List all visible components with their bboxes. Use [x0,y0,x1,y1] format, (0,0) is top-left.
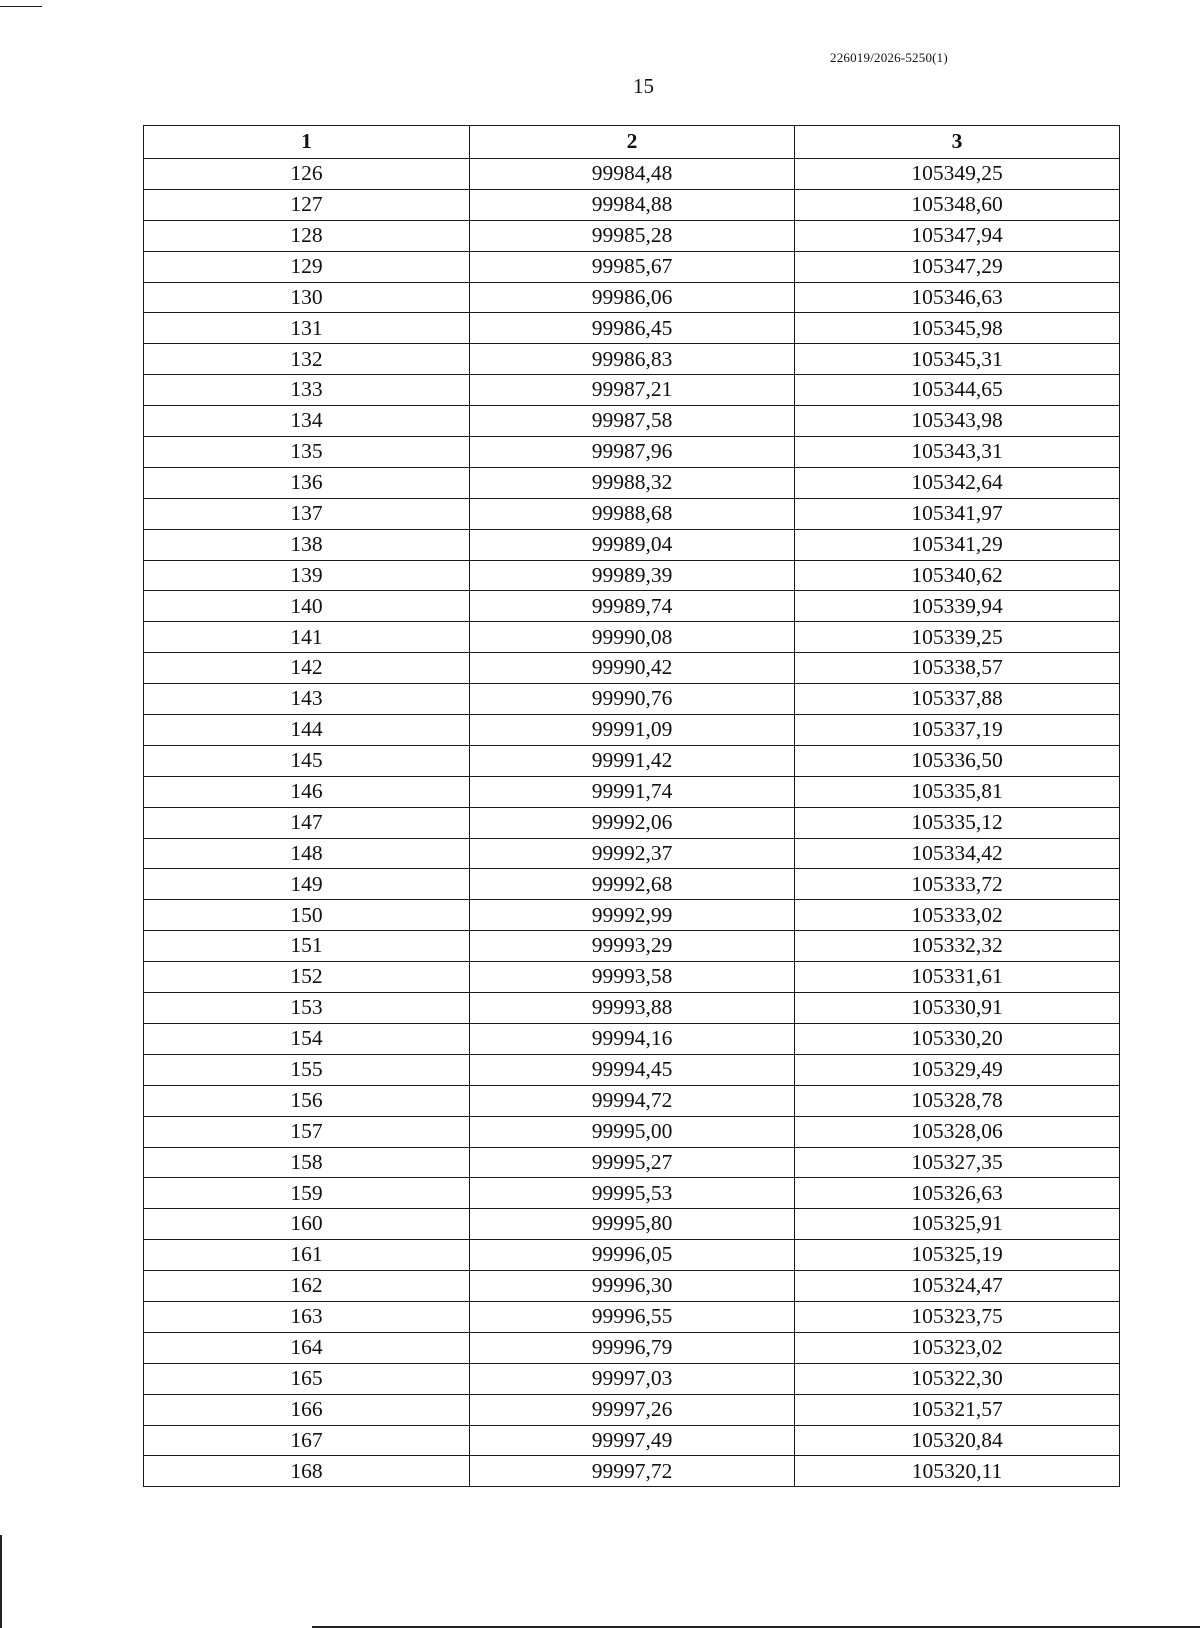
x-coordinate-cell: 99989,04 [470,529,795,560]
x-coordinate-cell: 99995,53 [470,1178,795,1209]
x-coordinate-cell: 99993,29 [470,931,795,962]
x-coordinate-cell: 99991,74 [470,776,795,807]
x-coordinate-cell: 99996,55 [470,1301,795,1332]
y-coordinate-cell: 105335,12 [795,807,1120,838]
column-header-3: 3 [795,126,1120,159]
y-coordinate-cell: 105339,94 [795,591,1120,622]
y-coordinate-cell: 105349,25 [795,159,1120,190]
y-coordinate-cell: 105341,97 [795,498,1120,529]
table-row [144,1085,1120,1116]
x-coordinate-cell: 99987,21 [470,375,795,406]
x-coordinate-cell: 99995,27 [470,1147,795,1178]
column-header-1: 1 [144,126,470,159]
point-number-cell: 126 [144,159,470,190]
y-coordinate-cell: 105323,75 [795,1301,1120,1332]
point-number-cell: 160 [144,1209,470,1240]
point-number-cell: 150 [144,900,470,931]
table-header [144,126,1120,159]
point-number-cell: 130 [144,282,470,313]
point-number-cell: 149 [144,869,470,900]
x-coordinate-cell: 99995,80 [470,1209,795,1240]
point-number-cell: 156 [144,1085,470,1116]
x-coordinate-cell: 99995,00 [470,1116,795,1147]
table-row [144,1394,1120,1425]
point-number-cell: 147 [144,807,470,838]
y-coordinate-cell: 105342,64 [795,467,1120,498]
x-coordinate-cell: 99991,42 [470,745,795,776]
coordinates-table [143,125,1120,1487]
x-coordinate-cell: 99987,58 [470,406,795,437]
table-row [144,1301,1120,1332]
point-number-cell: 153 [144,993,470,1024]
x-coordinate-cell: 99994,72 [470,1085,795,1116]
x-coordinate-cell: 99989,39 [470,560,795,591]
y-coordinate-cell: 105337,19 [795,715,1120,746]
y-coordinate-cell: 105320,84 [795,1425,1120,1456]
x-coordinate-cell: 99994,16 [470,1023,795,1054]
table-row [144,282,1120,313]
table-row [144,529,1120,560]
table-row [144,684,1120,715]
point-number-cell: 167 [144,1425,470,1456]
y-coordinate-cell: 105321,57 [795,1394,1120,1425]
point-number-cell: 128 [144,220,470,251]
x-coordinate-cell: 99988,68 [470,498,795,529]
y-coordinate-cell: 105333,72 [795,869,1120,900]
point-number-cell: 133 [144,375,470,406]
y-coordinate-cell: 105332,32 [795,931,1120,962]
x-coordinate-cell: 99997,49 [470,1425,795,1456]
x-coordinate-cell: 99997,26 [470,1394,795,1425]
y-coordinate-cell: 105325,19 [795,1240,1120,1271]
y-coordinate-cell: 105326,63 [795,1178,1120,1209]
y-coordinate-cell: 105344,65 [795,375,1120,406]
point-number-cell: 157 [144,1116,470,1147]
y-coordinate-cell: 105339,25 [795,622,1120,653]
table-row [144,1147,1120,1178]
point-number-cell: 164 [144,1332,470,1363]
point-number-cell: 145 [144,745,470,776]
table-row [144,745,1120,776]
point-number-cell: 137 [144,498,470,529]
table-row [144,313,1120,344]
table-row [144,344,1120,375]
point-number-cell: 144 [144,715,470,746]
point-number-cell: 162 [144,1271,470,1302]
x-coordinate-cell: 99996,05 [470,1240,795,1271]
point-number-cell: 142 [144,653,470,684]
table-row [144,869,1120,900]
x-coordinate-cell: 99984,48 [470,159,795,190]
y-coordinate-cell: 105348,60 [795,189,1120,220]
table-row [144,498,1120,529]
y-coordinate-cell: 105333,02 [795,900,1120,931]
x-coordinate-cell: 99992,68 [470,869,795,900]
point-number-cell: 166 [144,1394,470,1425]
table-row [144,1178,1120,1209]
point-number-cell: 163 [144,1301,470,1332]
document-id: 226019/2026-5250(1) [830,50,948,65]
x-coordinate-cell: 99994,45 [470,1054,795,1085]
point-number-cell: 138 [144,529,470,560]
table-row [144,1271,1120,1302]
y-coordinate-cell: 105343,31 [795,437,1120,468]
point-number-cell: 140 [144,591,470,622]
y-coordinate-cell: 105343,98 [795,406,1120,437]
point-number-cell: 158 [144,1147,470,1178]
x-coordinate-cell: 99986,83 [470,344,795,375]
table-row [144,900,1120,931]
point-number-cell: 146 [144,776,470,807]
y-coordinate-cell: 105345,31 [795,344,1120,375]
y-coordinate-cell: 105322,30 [795,1363,1120,1394]
x-coordinate-cell: 99997,72 [470,1456,795,1487]
x-coordinate-cell: 99990,42 [470,653,795,684]
scan-edge-mark [0,1535,2,1628]
table-row [144,467,1120,498]
table-row [144,931,1120,962]
y-coordinate-cell: 105335,81 [795,776,1120,807]
table-row [144,1363,1120,1394]
table-row [144,622,1120,653]
y-coordinate-cell: 105336,50 [795,745,1120,776]
table-row [144,653,1120,684]
point-number-cell: 155 [144,1054,470,1085]
table-row [144,715,1120,746]
table-row [144,1240,1120,1271]
x-coordinate-cell: 99985,28 [470,220,795,251]
table-row [144,1425,1120,1456]
point-number-cell: 143 [144,684,470,715]
table-row [144,776,1120,807]
point-number-cell: 154 [144,1023,470,1054]
y-coordinate-cell: 105337,88 [795,684,1120,715]
point-number-cell: 159 [144,1178,470,1209]
x-coordinate-cell: 99986,06 [470,282,795,313]
y-coordinate-cell: 105323,02 [795,1332,1120,1363]
point-number-cell: 168 [144,1456,470,1487]
table-row [144,375,1120,406]
table-row [144,159,1120,190]
table-row [144,251,1120,282]
y-coordinate-cell: 105334,42 [795,838,1120,869]
y-coordinate-cell: 105338,57 [795,653,1120,684]
table-row [144,189,1120,220]
table-row [144,993,1120,1024]
y-coordinate-cell: 105331,61 [795,962,1120,993]
point-number-cell: 141 [144,622,470,653]
point-number-cell: 136 [144,467,470,498]
table-row [144,220,1120,251]
x-coordinate-cell: 99992,37 [470,838,795,869]
column-header-2: 2 [470,126,795,159]
x-coordinate-cell: 99989,74 [470,591,795,622]
x-coordinate-cell: 99993,58 [470,962,795,993]
table-row [144,560,1120,591]
y-coordinate-cell: 105330,91 [795,993,1120,1024]
point-number-cell: 161 [144,1240,470,1271]
table-body [144,159,1120,1487]
x-coordinate-cell: 99984,88 [470,189,795,220]
point-number-cell: 131 [144,313,470,344]
x-coordinate-cell: 99991,09 [470,715,795,746]
y-coordinate-cell: 105330,20 [795,1023,1120,1054]
table-row [144,437,1120,468]
table-row [144,807,1120,838]
point-number-cell: 129 [144,251,470,282]
x-coordinate-cell: 99997,03 [470,1363,795,1394]
point-number-cell: 165 [144,1363,470,1394]
table-row [144,962,1120,993]
y-coordinate-cell: 105320,11 [795,1456,1120,1487]
point-number-cell: 139 [144,560,470,591]
table-row [144,1332,1120,1363]
point-number-cell: 132 [144,344,470,375]
x-coordinate-cell: 99992,99 [470,900,795,931]
point-number-cell: 135 [144,437,470,468]
x-coordinate-cell: 99990,76 [470,684,795,715]
x-coordinate-cell: 99987,96 [470,437,795,468]
x-coordinate-cell: 99996,79 [470,1332,795,1363]
y-coordinate-cell: 105346,63 [795,282,1120,313]
y-coordinate-cell: 105341,29 [795,529,1120,560]
x-coordinate-cell: 99990,08 [470,622,795,653]
point-number-cell: 134 [144,406,470,437]
scan-edge-mark [0,6,42,7]
page-number: 15 [633,74,654,98]
y-coordinate-cell: 105324,47 [795,1271,1120,1302]
x-coordinate-cell: 99985,67 [470,251,795,282]
y-coordinate-cell: 105328,06 [795,1116,1120,1147]
y-coordinate-cell: 105328,78 [795,1085,1120,1116]
point-number-cell: 152 [144,962,470,993]
point-number-cell: 148 [144,838,470,869]
x-coordinate-cell: 99996,30 [470,1271,795,1302]
table-row [144,1209,1120,1240]
point-number-cell: 127 [144,189,470,220]
table-row [144,591,1120,622]
y-coordinate-cell: 105345,98 [795,313,1120,344]
y-coordinate-cell: 105340,62 [795,560,1120,591]
y-coordinate-cell: 105329,49 [795,1054,1120,1085]
x-coordinate-cell: 99992,06 [470,807,795,838]
x-coordinate-cell: 99986,45 [470,313,795,344]
table-row [144,406,1120,437]
table-row [144,1456,1120,1487]
table-row [144,1023,1120,1054]
table-row [144,1116,1120,1147]
y-coordinate-cell: 105327,35 [795,1147,1120,1178]
y-coordinate-cell: 105325,91 [795,1209,1120,1240]
table-row [144,1054,1120,1085]
point-number-cell: 151 [144,931,470,962]
y-coordinate-cell: 105347,29 [795,251,1120,282]
y-coordinate-cell: 105347,94 [795,220,1120,251]
table-row [144,838,1120,869]
x-coordinate-cell: 99988,32 [470,467,795,498]
header-row [144,126,1120,159]
x-coordinate-cell: 99993,88 [470,993,795,1024]
